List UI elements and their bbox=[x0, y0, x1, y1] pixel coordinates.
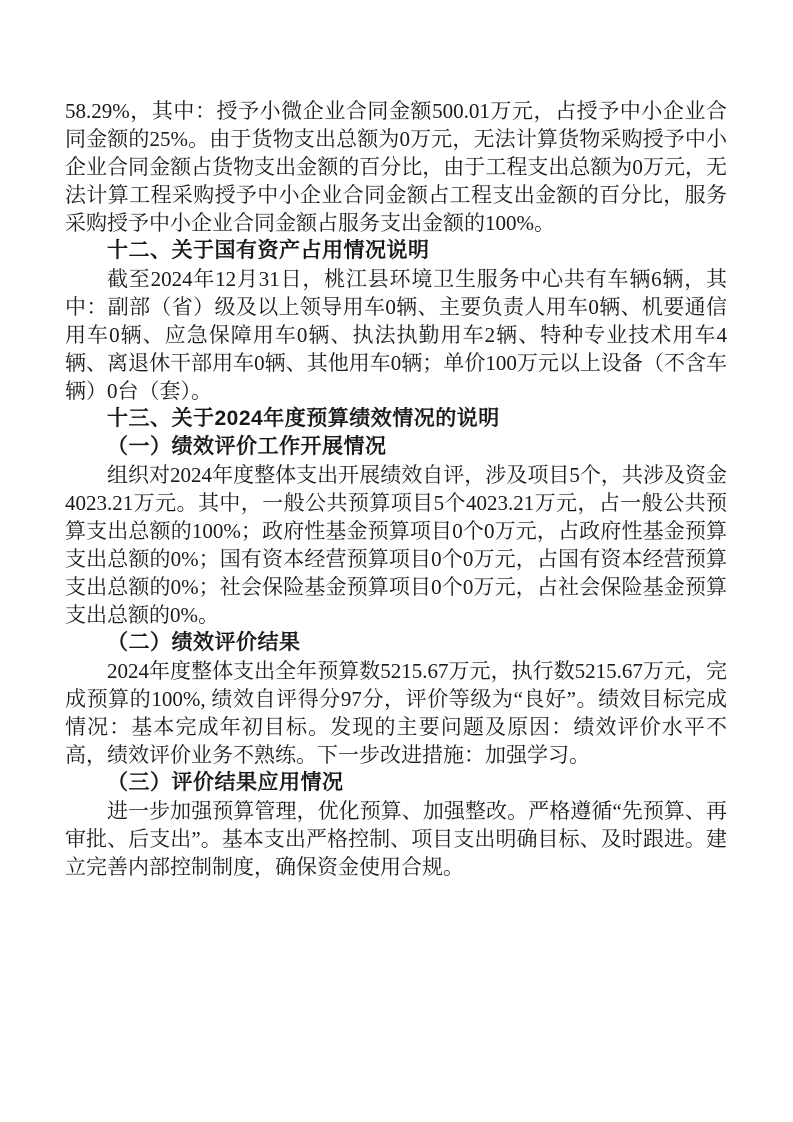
section-13-sub-3-paragraph-result-application: 进一步加强预算管理，优化预算、加强整改。严格遵循“先预算、再审批、后支出”。基本支出严格控制、项目支出明确目标、及时跟进。建立完善内部控制制度，确保资金使用合规。 bbox=[65, 799, 727, 879]
section-13-sub-2-paragraph-evaluation-result: 2024年度整体支出全年预算数5215.67万元，执行数5215.67万元，完成预算的100%, 绩效自评得分97分，评价等级为“良好”。绩效目标完成情况：基本完成年初目标。发现的主要问题及原因：绩效评价水平不高，绩效评价业务不熟练。下一步改进措施：加强学习。 bbox=[65, 659, 727, 767]
section-13-sub-1-heading: （一）绩效评价工作开展情况 bbox=[107, 435, 387, 458]
document-page bbox=[65, 97, 727, 881]
section-13-sub-1-paragraph-evaluation-work: 组织对2024年度整体支出开展绩效自评，涉及项目5个，共涉及资金4023.21万元。其中，一般公共预算项目5个4023.21万元，占一般公共预算支出总额的100%；政府性基金预算项目0个0万元，占政府性基金预算支出总额的0%；国有资本经营预算项目0个0万元，占国有资本经营预算支出总额的0%；社会保险基金预算项目0个0万元，占社会保险基金预算支出总额的0%。 bbox=[65, 463, 727, 627]
section-13-sub-3-heading: （三）评价结果应用情况 bbox=[107, 771, 344, 794]
section-13-sub-2-heading: （二）绩效评价结果 bbox=[107, 631, 301, 654]
paragraph-procurement-continuation: 58.29%，其中：授予小微企业合同金额500.01万元，占授予中小企业合同金额的25%。由于货物支出总额为0万元，无法计算货物采购授予中小企业合同金额占货物支出金额的百分比，由于工程支出总额为0万元，无法计算工程采购授予中小企业合同金额占工程支出金额的百分比，服务采购授予中小企业合同金额占服务支出金额的100%。 bbox=[65, 99, 727, 235]
section-13-heading: 十三、关于2024年度预算绩效情况的说明 bbox=[107, 407, 500, 430]
section-12-heading: 十二、关于国有资产占用情况说明 bbox=[107, 239, 430, 262]
section-12-paragraph-state-assets: 截至2024年12月31日，桃江县环境卫生服务中心共有车辆6辆，其中：副部（省）级及以上领导用车0辆、主要负责人用车0辆、机要通信用车0辆、应急保障用车0辆、执法执勤用车2辆、特种专业技术用车4辆、离退休干部用车0辆、其他用车0辆；单价100万元以上设备（不含车辆）0台（套）。 bbox=[65, 267, 727, 403]
